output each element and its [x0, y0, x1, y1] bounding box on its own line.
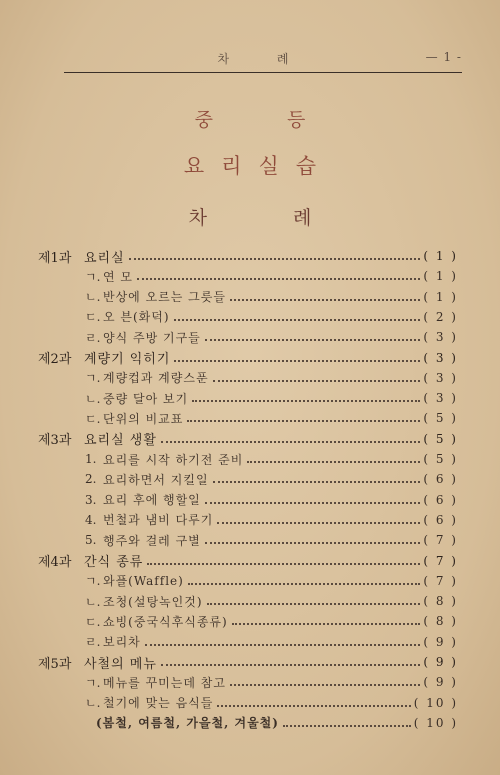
toc-item: [96, 713, 458, 733]
toc-page-number: ( 8 ): [423, 594, 458, 609]
toc-label: 와플(Waffle): [103, 574, 184, 589]
toc-label: 조청(설탕녹인것): [103, 594, 203, 609]
toc-page-number: ( 6 ): [423, 472, 458, 487]
toc-item: [85, 611, 458, 631]
toc-heading: 차 례: [188, 207, 352, 229]
toc-label: 간식 종류: [84, 555, 144, 570]
toc-item: [85, 449, 458, 469]
dot-leader: [217, 705, 410, 707]
dot-leader: [283, 725, 411, 727]
toc-page-number: ( 3 ): [423, 330, 458, 345]
toc-page-number: ( 10 ): [413, 695, 458, 710]
toc-number: ㄴ.: [85, 290, 101, 305]
toc-page-number: ( 3 ): [423, 350, 458, 365]
toc-number: ㄱ.: [85, 371, 101, 386]
toc-label: 쇼빙(중국식후식종류): [103, 614, 228, 629]
toc-label: 사철의 메뉴: [84, 656, 157, 672]
toc-chapter: [38, 551, 458, 571]
toc-label: 요리 후에 행할일: [103, 493, 201, 508]
toc-label: 계량기 익히기: [84, 352, 171, 367]
running-header: [64, 50, 462, 70]
toc-page-number: ( 9 ): [423, 675, 458, 690]
dot-leader: [174, 360, 420, 362]
dot-leader: [230, 684, 420, 686]
toc-item: [85, 530, 458, 550]
toc-number: 4.: [85, 512, 97, 527]
toc-item: [85, 672, 458, 692]
page-number: — 1 -: [425, 50, 462, 64]
toc-number: 1.: [85, 452, 97, 466]
toc-page-number: ( 3 ): [423, 370, 458, 385]
toc-page-number: ( 1 ): [423, 289, 458, 304]
toc-page-number: ( 6 ): [423, 492, 458, 507]
toc-number: ㄱ.: [85, 269, 101, 284]
dot-leader: [129, 258, 421, 260]
toc-number: ㄱ.: [85, 574, 101, 589]
dot-leader: [192, 400, 420, 402]
toc-page-number: ( 1 ): [423, 249, 458, 263]
toc-page-number: ( 8 ): [423, 614, 458, 629]
toc-item: [85, 368, 458, 388]
toc-page-number: ( 1 ): [423, 269, 458, 284]
dot-leader: [161, 664, 420, 666]
toc-chapter: [38, 246, 458, 266]
toc-number: ㄴ.: [85, 594, 101, 609]
toc-item: [85, 571, 458, 591]
series-title: 중 등: [194, 109, 340, 131]
dot-leader: [213, 380, 421, 382]
toc-label: 요리실: [84, 250, 125, 266]
toc-number: ㄷ.: [85, 614, 101, 629]
toc-label: 요리실 생활: [84, 433, 157, 449]
toc-item: [85, 469, 458, 489]
toc-number: 제3과: [38, 433, 72, 449]
dot-leader: [205, 339, 421, 341]
toc-label: 요리를 시작 하기전 준비: [103, 452, 244, 467]
running-title: 차 례: [217, 52, 311, 66]
toc-label: 행주와 걸레 구별: [103, 533, 201, 548]
header-rule: [64, 72, 462, 73]
toc-label: (봄철, 여름철, 가을철, 겨울철): [96, 716, 279, 731]
toc-number: ㄱ.: [85, 675, 101, 690]
toc-number: ㄹ.: [85, 330, 101, 345]
toc-label: 중량 달아 보기: [103, 391, 189, 406]
toc-page-number: ( 7 ): [423, 573, 458, 588]
toc-label: 양식 주방 기구들: [103, 330, 201, 345]
toc-number: 제1과: [38, 250, 72, 266]
toc-item: [85, 287, 458, 307]
dot-leader: [161, 441, 420, 443]
toc-page-number: ( 5 ): [423, 411, 458, 426]
toc-page-number: ( 5 ): [423, 431, 458, 446]
dot-leader: [213, 481, 421, 483]
dot-leader: [188, 583, 421, 585]
dot-leader: [147, 563, 420, 565]
toc-label: 보리차: [103, 635, 141, 650]
toc-item: [85, 408, 458, 428]
toc-item: [85, 307, 458, 327]
toc-label: 번철과 냄비 다루기: [103, 513, 214, 528]
dot-leader: [205, 542, 421, 544]
toc-label: 계량컵과 계량스푼: [103, 371, 209, 386]
dot-leader: [207, 603, 421, 605]
toc-number: 2.: [85, 472, 97, 487]
toc-number: 제4과: [38, 555, 72, 570]
toc-page-number: ( 9 ): [423, 655, 458, 669]
toc-page-number: ( 5 ): [423, 452, 458, 466]
toc-item: [85, 693, 458, 713]
toc-chapter: [38, 429, 458, 449]
toc-number: ㄴ.: [85, 391, 101, 406]
toc-page-number: ( 6 ): [423, 512, 458, 527]
toc-number: 제2과: [38, 352, 72, 367]
toc-page-number: ( 7 ): [423, 553, 458, 568]
dot-leader: [174, 319, 421, 321]
toc-page-number: ( 3 ): [423, 391, 458, 406]
toc-item: [85, 632, 458, 652]
toc-label: 철기에 맞는 음식들: [103, 696, 214, 711]
toc-item: [85, 327, 458, 347]
dot-leader: [232, 623, 421, 625]
toc-item: [85, 266, 458, 286]
toc-page-number: ( 7 ): [423, 533, 458, 548]
book-title: 요리실습: [183, 154, 334, 178]
dot-leader: [145, 644, 421, 646]
toc-item: [85, 591, 458, 611]
toc-label: 반상에 오르는 그릇들: [103, 290, 226, 305]
dot-leader: [205, 502, 421, 504]
toc-label: 요리하면서 지킬일: [103, 472, 209, 487]
toc-number: ㄹ.: [85, 635, 101, 650]
toc-item: [85, 490, 458, 510]
toc-number: 3.: [85, 492, 97, 507]
toc-label: 메뉴를 꾸미는데 참고: [103, 675, 226, 690]
toc-item: [85, 510, 458, 530]
toc-chapter: [38, 348, 458, 368]
toc-label: 오 븐(화덕): [103, 310, 170, 325]
toc-page-number: ( 9 ): [423, 634, 458, 649]
toc-page-number: ( 2 ): [423, 309, 458, 324]
toc-page-number: ( 10 ): [413, 715, 458, 730]
dot-leader: [230, 299, 420, 301]
toc-label: 연 모: [103, 269, 133, 284]
toc-number: ㄷ.: [85, 310, 101, 325]
toc-number: ㄴ.: [85, 696, 101, 711]
toc-item: [85, 388, 458, 408]
toc-chapter: [38, 652, 458, 672]
dot-leader: [247, 461, 420, 463]
toc-number: 5.: [85, 533, 97, 548]
dot-leader: [187, 420, 420, 422]
toc-number: ㄷ.: [85, 411, 101, 426]
toc-label: 단위의 비교표: [103, 411, 184, 426]
dot-leader: [217, 522, 420, 524]
dot-leader: [137, 278, 420, 280]
toc-number: 제5과: [38, 656, 72, 672]
